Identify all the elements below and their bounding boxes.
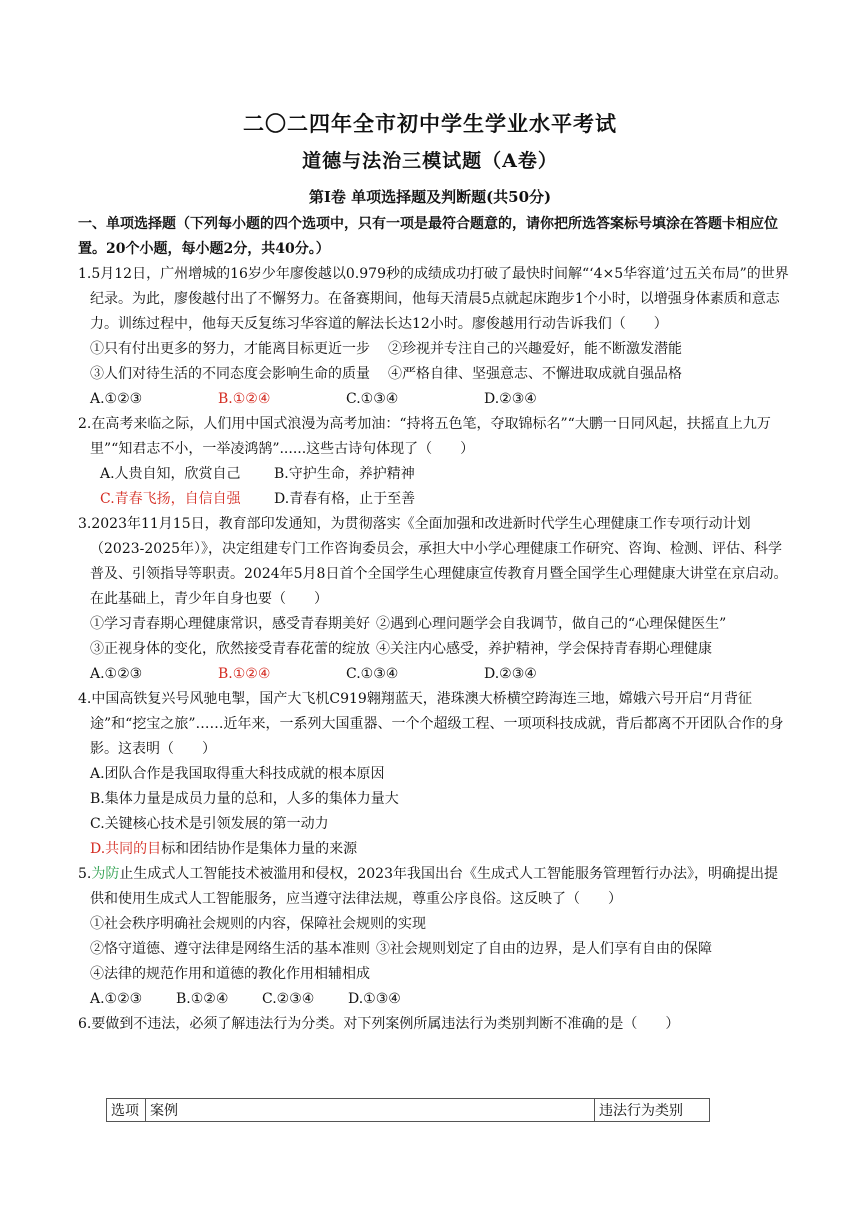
statement-2: ②珍视并专注自己的兴趣爱好，能不断激发潜能: [388, 341, 682, 357]
statement-1: ①只有付出更多的努力，才能离目标更近一步: [90, 341, 370, 357]
statement-3: ③社会规则划定了自由的边界，是人们享有自由的保障: [376, 941, 712, 957]
statement-4: ④关注内心感受，养护精神，学会保持青春期心理健康: [376, 641, 712, 657]
question-3: [78, 512, 790, 687]
choice-d: [78, 837, 790, 862]
question-3-stem: 3.2023年11月15日，教育部印发通知，为贯彻落实《全面加强和改进新时代学生心理健康工作专项行动计划（2023-2025年）》，决定组建专门工作咨询委员会，承担大中小学心理健康工作研究、咨询、检测、评估、科学普及、引领指导等职责。2024年5月8日首个全国学生心理健康宣传教育月暨全国学生心理健康大讲堂在京启动。在此基础上，青少年自身也要（ ）: [78, 516, 788, 607]
choice-d: D.青春有格，止于至善: [274, 491, 416, 507]
choice-a: A.①②③: [90, 391, 143, 407]
question-5-highlight: 为防: [91, 866, 120, 882]
exam-title: 二〇二四年全市初中学生学业水平考试: [243, 111, 617, 136]
choice-a: A.①②③: [90, 991, 143, 1007]
choice-c: C.青春飞扬，自信自强: [100, 491, 241, 507]
statement-2: ②恪守道德、遵守法律是网络生活的基本准则: [90, 941, 370, 957]
question-2-choices-row2: [78, 487, 790, 512]
statement-3: ③正视身体的变化，欣然接受青春花蕾的绽放: [90, 641, 370, 657]
statement-4: ④严格自律、坚强意志、不懈进取成就自强品格: [388, 366, 682, 382]
choice-d-highlight: D.共同的目: [90, 841, 162, 857]
exam-subtitle: 道德与法治三模试题（A卷）: [302, 150, 558, 172]
part-title: 第Ⅰ卷 单项选择题及判断题(共50分): [308, 188, 552, 206]
choice-d: D.②③④: [484, 666, 537, 682]
question-2: [78, 412, 790, 512]
question-1-stem: 1.5月12日，广州增城的16岁少年廖俊越以0.979秒的成绩成功打破了最快时间解“‘4×5华容道’过五关布局”的世界纪录。为此，廖俊越付出了不懈努力。在备赛期间，他每天清晨5点就起床跑步1个小时，以增强身体素质和意志力。训练过程中，他每天反复练习华容道的解法长达12小时。廖俊越用行动告诉我们（ ）: [78, 266, 789, 332]
question-3-choices: [78, 662, 790, 687]
choice-b: B.①②④: [218, 666, 271, 682]
question-5-choices: [78, 987, 790, 1012]
choice-a: A.团队合作是我国取得重大科技成就的根本原因: [90, 766, 385, 782]
choice-b: B.①②④: [218, 391, 271, 407]
choice-c: C.关键核心技术是引领发展的第一动力: [90, 816, 329, 832]
choice-b: B.①②④: [176, 991, 229, 1007]
statement-1: ①社会秩序明确社会规则的内容，保障社会规则的实现: [90, 916, 426, 932]
choice-a: A.人贵自知，欣赏自己: [100, 466, 241, 482]
statement-2: ②遇到心理问题学会自我调节，做自己的“心理保健医生”: [376, 616, 727, 632]
table-header-category: 违法行为类别: [595, 1099, 710, 1122]
case-table: [106, 1098, 710, 1122]
question-1: [78, 262, 790, 412]
table-header-case: 案例: [146, 1099, 595, 1122]
table-header-option: 选项: [107, 1099, 146, 1122]
question-6: [78, 1012, 790, 1037]
question-2-choices-row1: [78, 462, 790, 487]
question-3-statements-row2: [78, 637, 790, 662]
choice-d-rest: 标和团结协作是集体力量的来源: [161, 841, 358, 857]
question-1-choices: [78, 387, 790, 412]
statement-3: ③人们对待生活的不同态度会影响生命的质量: [90, 366, 370, 382]
choice-c: C.②③④: [262, 991, 315, 1007]
question-5-stem: 5.为防止生成式人工智能技术被滥用和侵权，2023年我国出台《生成式人工智能服务管理暂行办法》，明确提出提供和使用生成式人工智能服务，应当遵守法律法规，尊重公序良俗。这反映了（ ）: [78, 866, 778, 907]
question-5-statements-row2: [78, 937, 790, 962]
choice-c: C.①③④: [346, 666, 399, 682]
question-1-statements-row2: [78, 362, 790, 387]
question-3-statements-row1: [78, 612, 790, 637]
choice-d: D.①③④: [348, 991, 401, 1007]
question-5: [78, 862, 790, 1012]
section-heading: 一、单项选择题（下列每小题的四个选项中，只有一项是最符合题意的，请你把所选答案标号填涂在答题卡相应位置。20个小题，每小题2分，共40分。）: [78, 216, 778, 257]
statement-1: ①学习青春期心理健康常识，感受青春期美好: [90, 616, 370, 632]
choice-a: A.①②③: [90, 666, 143, 682]
statement-4: ④法律的规范作用和道德的教化作用相辅相成: [90, 966, 370, 982]
question-6-stem: 6.要做到不违法，必须了解违法行为分类。对下列案例所属违法行为类别判断不准确的是（ ）: [78, 1016, 680, 1032]
choice-d: D.②③④: [484, 391, 537, 407]
choice-b: B.集体力量是成员力量的总和，人多的集体力量大: [90, 791, 399, 807]
table-header-row: [107, 1099, 710, 1122]
choice-b: B.守护生命，养护精神: [274, 466, 415, 482]
question-2-stem: 2.在高考来临之际，人们用中国式浪漫为高考加油：“持将五色笔，夺取锦标名”“大鹏一日同风起，扶摇直上九万里”“知君志不小，一举凌鸿鹄”......这些古诗句体现了（ ）: [78, 416, 771, 457]
choice-c: C.①③④: [346, 391, 399, 407]
question-4-stem: 4.中国高铁复兴号风驰电掣，国产大飞机C919翱翔蓝天，港珠澳大桥横空跨海连三地，嫦娥六号开启“月背征途”和“挖宝之旅”……近年来，一系列大国重器、一个个超级工程、一项项科技成就，背后都离不开团队合作的身影。这表明（ ）: [78, 691, 784, 757]
question-1-statements-row1: [78, 337, 790, 362]
question-list: [78, 262, 790, 1037]
question-4: [78, 687, 790, 862]
